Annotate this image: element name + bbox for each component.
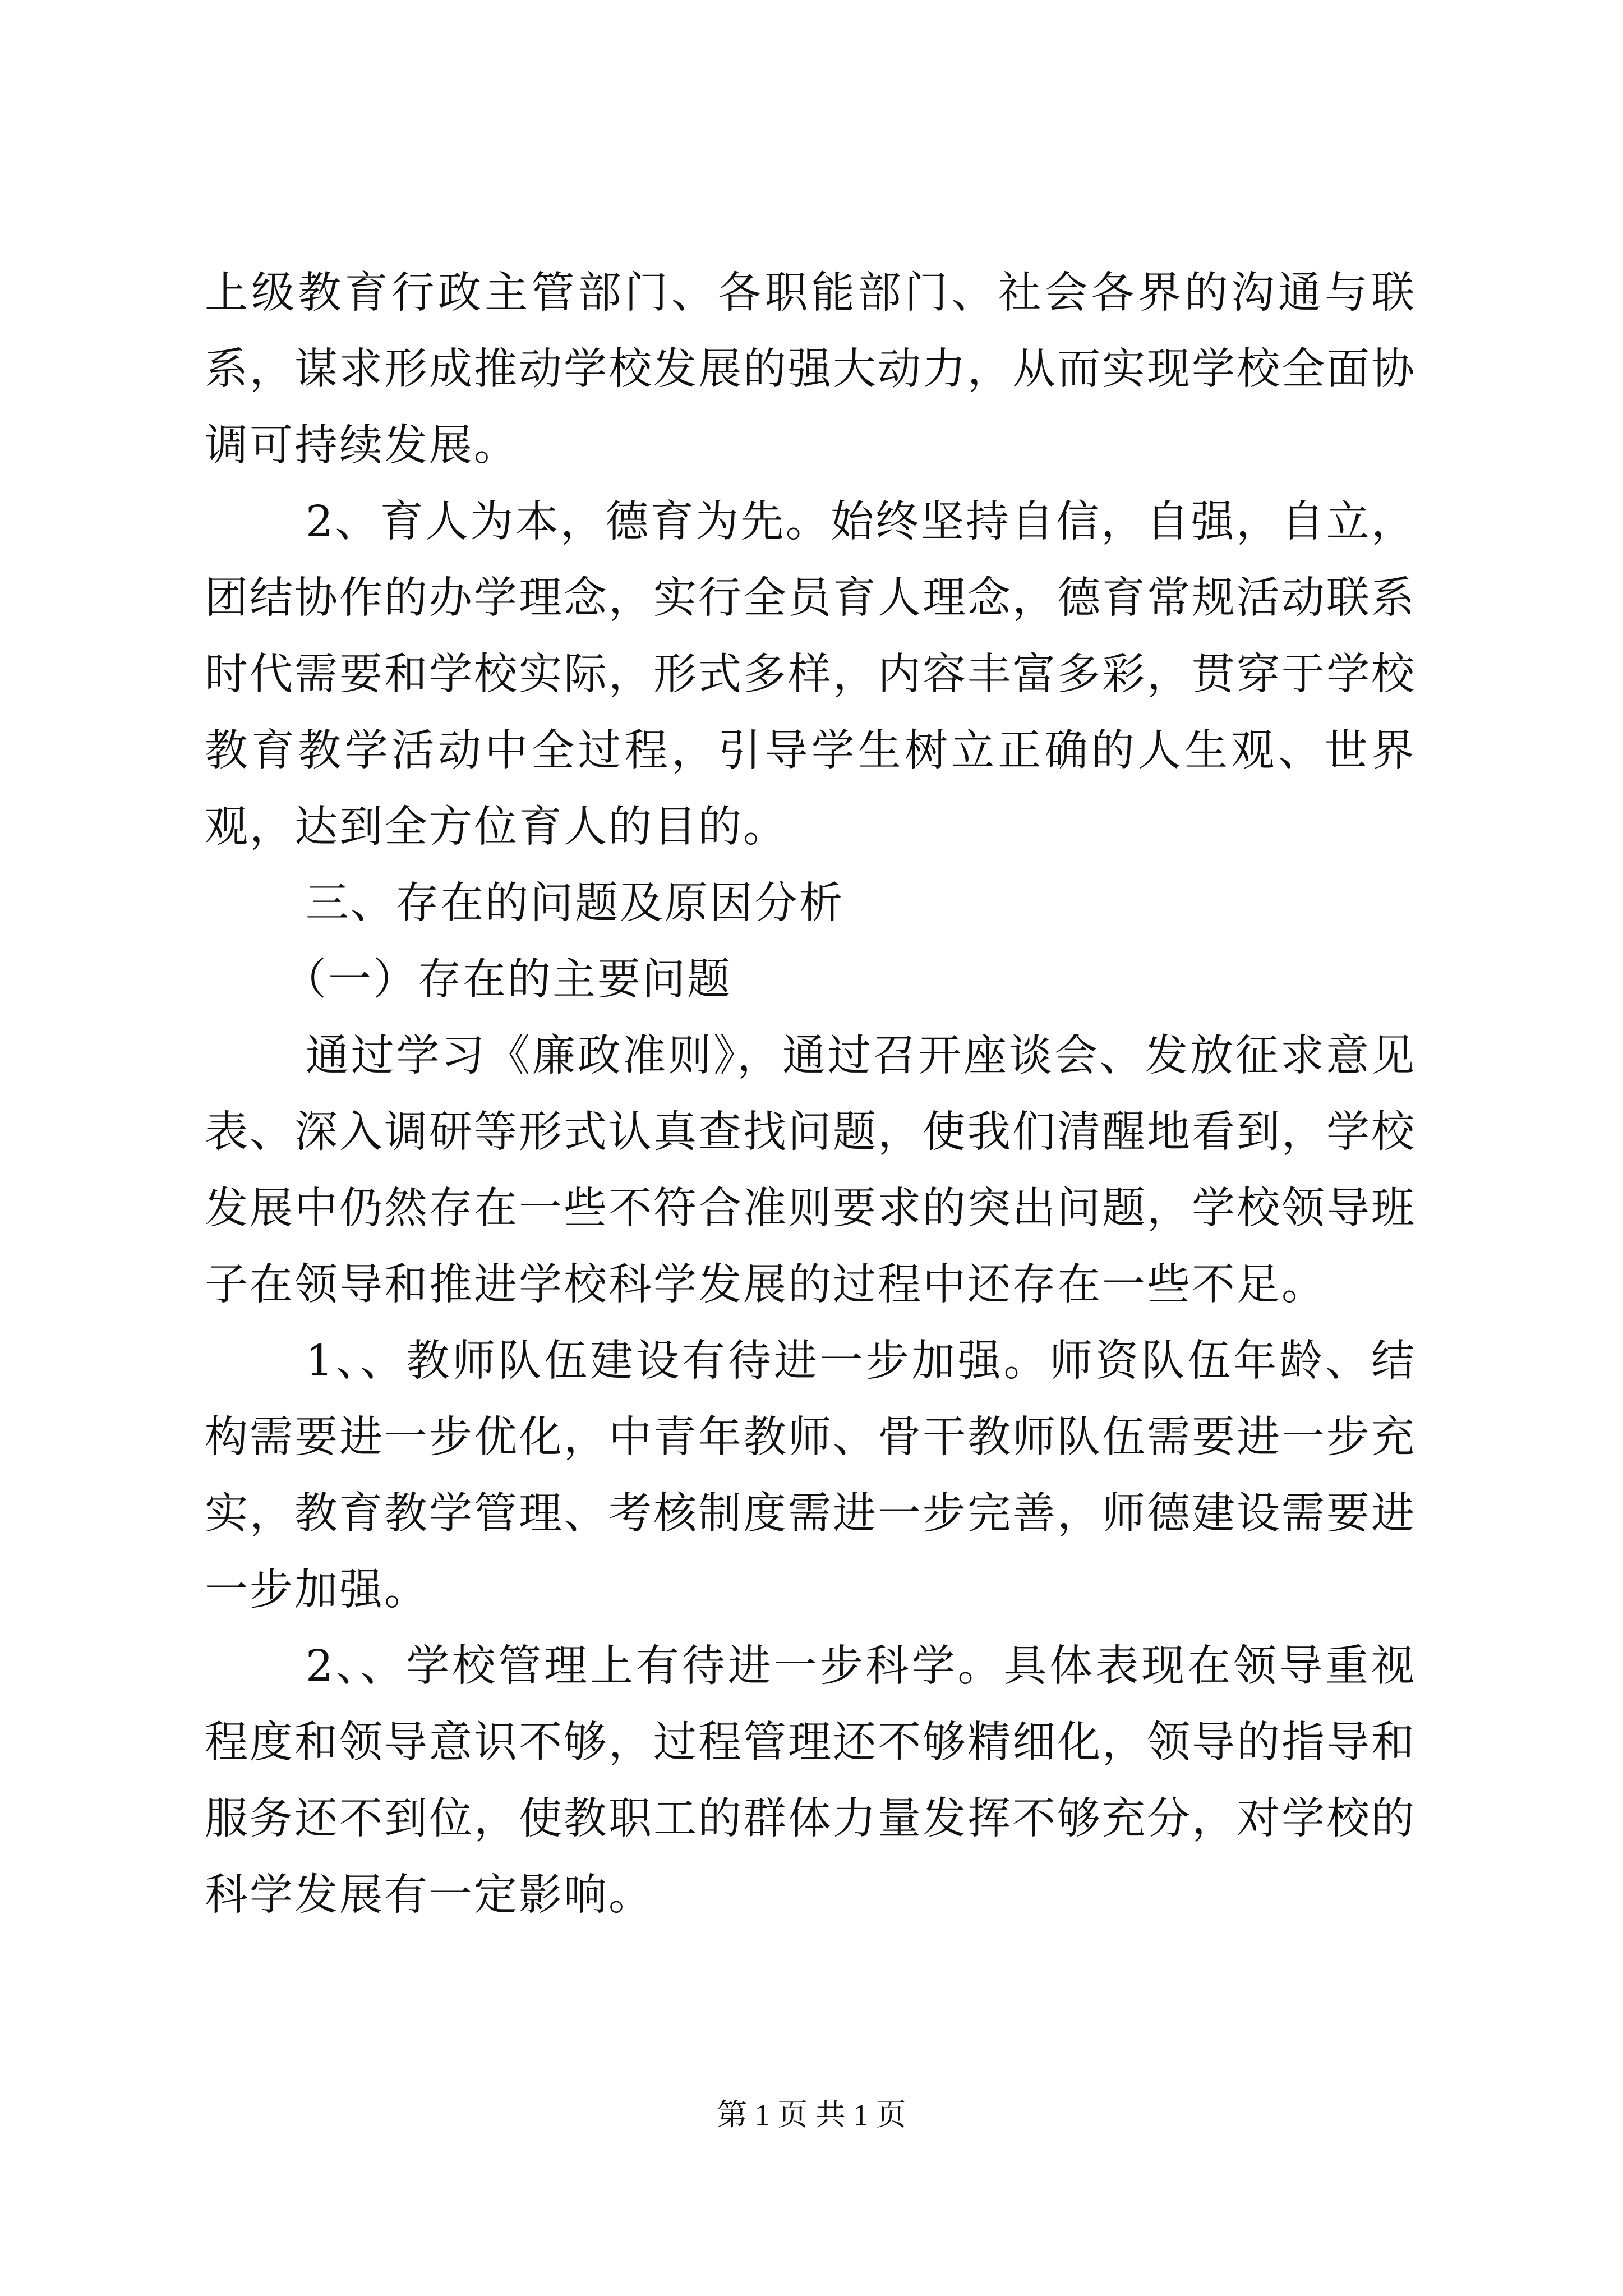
paragraph-teacher-team: 1、、教师队伍建设有待进一步加强。师资队伍年龄、结构需要进一步优化，中青年教师、骨干教师队伍需要进一步充实，教育教学管理、考核制度需进一步完善，师德建设需要进一步加强。 bbox=[205, 1336, 1416, 1615]
document-body bbox=[205, 255, 1416, 1934]
page-number-footer: 第 1 页 共 1 页 bbox=[717, 2098, 906, 2132]
subsection-heading-main-problems: （一）存在的主要问题 bbox=[283, 955, 732, 1005]
paragraph-continuation: 上级教育行政主管部门、各职能部门、社会各界的沟通与联系，谋求形成推动学校发展的强大动力，从而实现学校全面协调可持续发展。 bbox=[205, 268, 1416, 471]
paragraph-moral-education: 2、育人为本，德育为先。始终坚持自信，自强，自立，团结协作的办学理念，实行全员育人理念，德育常规活动联系时代需要和学校实际，形式多样，内容丰富多彩，贯穿于学校教育教学活动中全过程，引导学生树立正确的人生观、世界观，达到全方位育人的目的。 bbox=[205, 497, 1416, 852]
paragraph-school-management: 2、、学校管理上有待进一步科学。具体表现在领导重视程度和领导意识不够，过程管理还不够精细化，领导的指导和服务还不到位，使教职工的群体力量发挥不够充分，对学校的科学发展有一定影响。 bbox=[205, 1641, 1416, 1920]
section-heading-problems: 三、存在的问题及原因分析 bbox=[306, 878, 844, 928]
paragraph-study-findings: 通过学习《廉政准则》，通过召开座谈会、发放征求意见表、深入调研等形式认真查找问题，使我们清醒地看到，学校发展中仍然存在一些不符合准则要求的突出问题，学校领导班子在领导和推进学校科学发展的过程中还存在一些不足。 bbox=[205, 1031, 1416, 1310]
